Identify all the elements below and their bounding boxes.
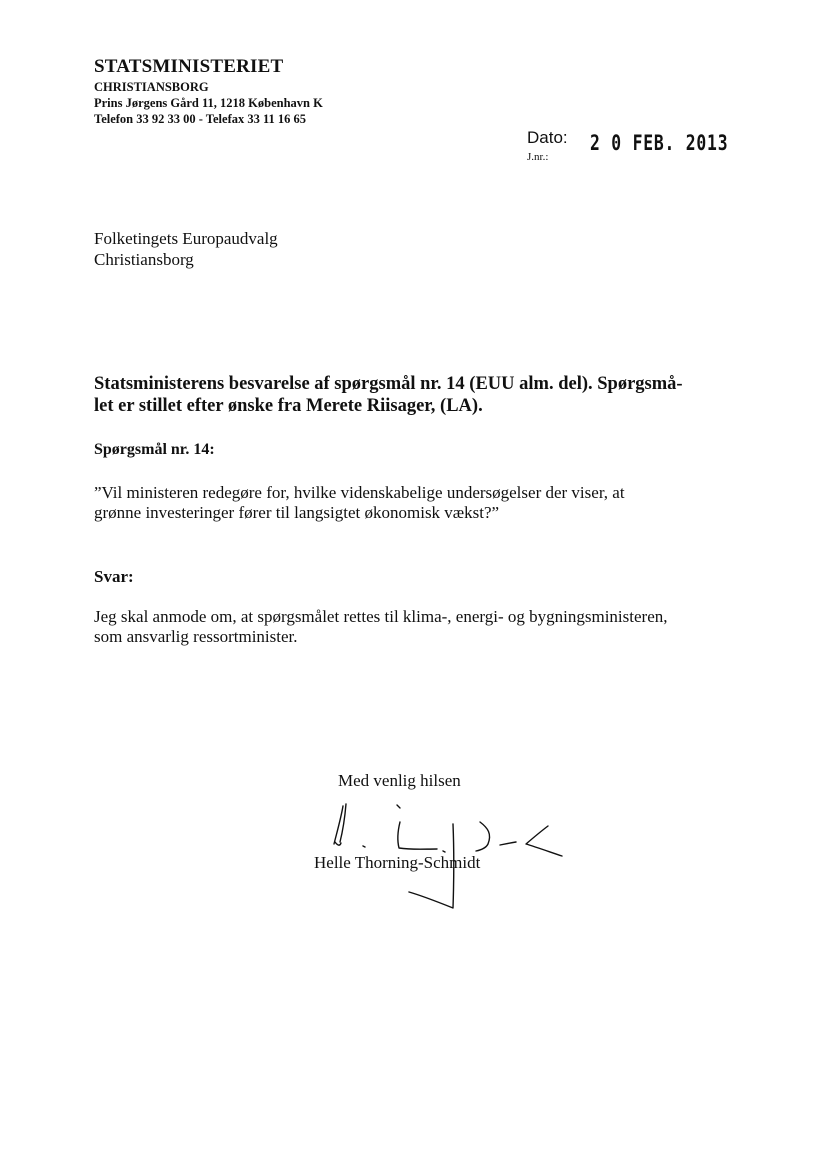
question-line: grønne investeringer fører til langsigtet økonomisk vækst?” xyxy=(94,503,500,522)
closing-greeting: Med venlig hilsen xyxy=(338,771,461,790)
answer-line: Jeg skal anmode om, at spørgsmålet rettes til klima-, energi- og bygningsministeren, xyxy=(94,607,668,626)
date-label: Dato: xyxy=(527,128,568,147)
answer-text xyxy=(94,607,667,647)
letterhead-location: CHRISTIANSBORG xyxy=(94,80,209,94)
letterhead-phone: Telefon 33 92 33 00 - Telefax 33 11 16 65 xyxy=(94,112,307,126)
question-line: ”Vil ministeren redegøre for, hvilke videnskabelige undersøgelser der viser, at xyxy=(94,483,625,502)
recipient-name: Folketingets Europaudvalg xyxy=(94,229,278,248)
answer-line: som ansvarlig ressortminister. xyxy=(94,627,298,646)
letterhead-address: Prins Jørgens Gård 11, 1218 København K xyxy=(94,96,323,110)
subject-line: let er stillet efter ønske fra Merete Riisager, (LA). xyxy=(94,396,483,416)
signer-name: Helle Thorning-Schmidt xyxy=(314,853,481,872)
date-stamp: 2 0 FEB. 2013 xyxy=(590,131,729,155)
answer-heading: Svar: xyxy=(94,567,134,586)
question-heading: Spørgsmål nr. 14: xyxy=(94,441,215,458)
recipient-address: Christiansborg xyxy=(94,250,194,269)
ministry-name: STATSMINISTERIET xyxy=(94,56,284,77)
subject-line: Statsministerens besvarelse af spørgsmål nr. 14 (EUU alm. del). Spørgsmå- xyxy=(94,374,683,394)
subject-heading xyxy=(94,373,734,417)
journal-number-label: J.nr.: xyxy=(527,151,549,163)
question-text xyxy=(94,483,625,523)
